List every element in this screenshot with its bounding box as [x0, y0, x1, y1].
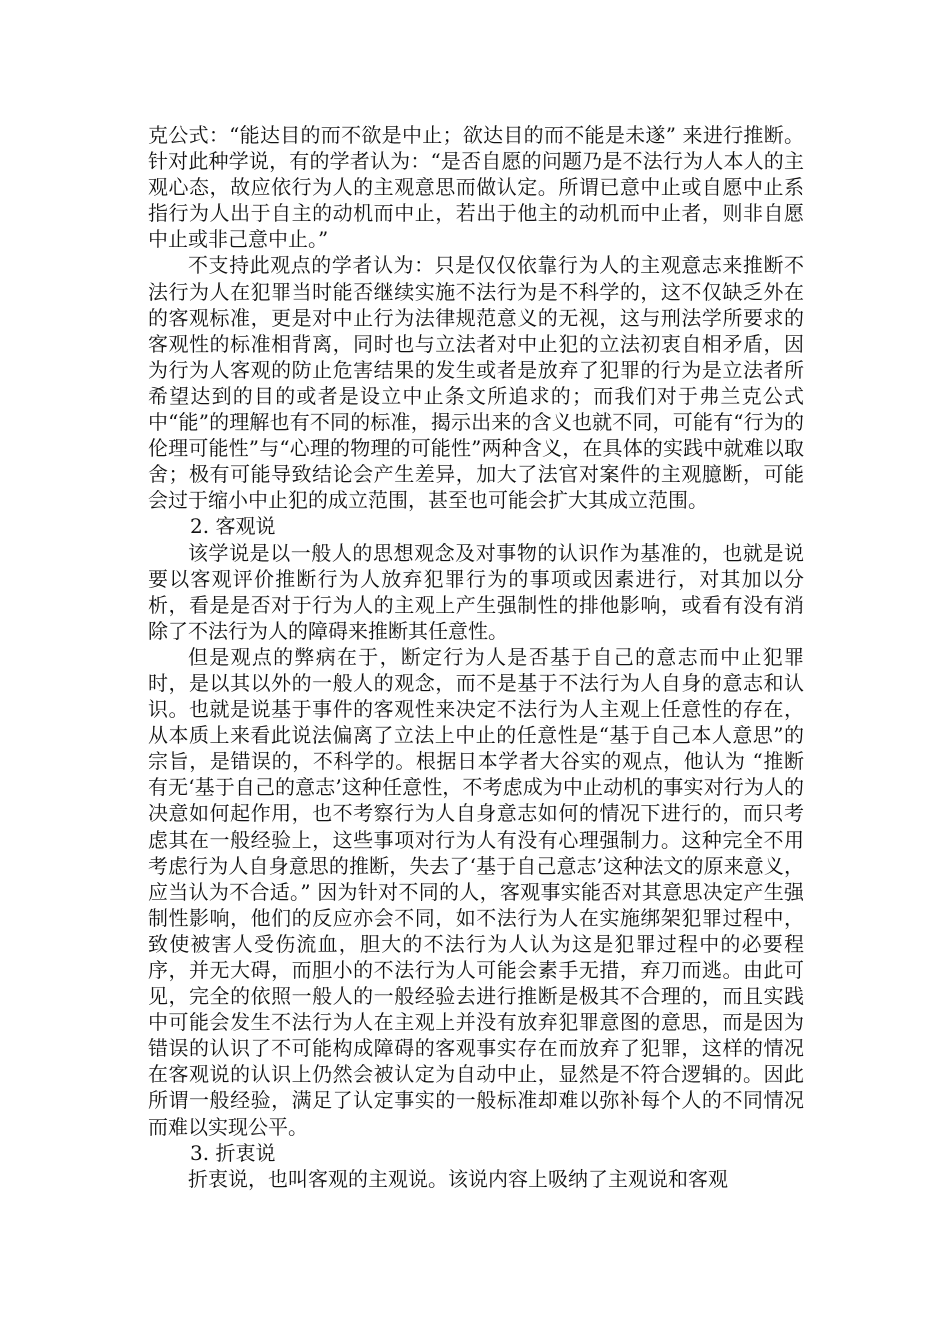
- section-heading-objective: 2. 客观说: [190, 514, 276, 539]
- objective-theory-paragraph: 该学说是以一般人的思想观念及对事物的认识作为基准的，也就是说要以客观评价推断行为人放弃犯罪行为的事项或因素进行，对其加以分析，看是是否对于行为人的主观上产生强制性的排他影响，或看有没有消除了不法行为人的障碍来推断其任意性。: [148, 540, 804, 643]
- eclectic-theory-paragraph: 折衷说，也叫客观的主观说。该说内容上吸纳了主观说和客观: [188, 1166, 728, 1191]
- objective-critique-paragraph: 但是观点的弊病在于，断定行为人是否基于自己的意志而中止犯罪时，是以其以外的一般人的观念，而不是基于不法行为人自身的意志和认识。也就是说基于事件的客观性来决定不法行为人主观上任意性的存在，从本质上来看此说法偏离了立法上中止的任意性是“基于自己本人意思”的宗旨，是错误的，不科学的。根据日本学者大谷实的观点，他认为 “推断有无‘基于自己的意志’这种任意性，不考虑成为中止动机的事实对行为人的决意如何起作用，也不考察行为人自身意志如何的情况下进行的，而只考虑其在一般经验上，这些事项对行为人有没有心理强制力。这种完全不用考虑行为人自身意思的推断，失去了‘基于自己意志’这种法文的原来意义，应当认为不合适。” 因为针对不同的人，客观事实能否对其意思决定产生强制性影响，他们的反应亦会不同，如不法行为人在实施绑架犯罪过程中，致使被害人受伤流血，胆大的不法行为人认为这是犯罪过程中的必要程序，并无大碍，而胆小的不法行为人可能会素手无措，弃刀而逃。由此可见，完全的依照一般人的一般经验去进行推断是极其不合理的，而且实践中可能会发生不法行为人在主观上并没有放弃犯罪意图的意思，而是因为错误的认识了不可能构成障碍的客观事实存在而放弃了犯罪，这样的情况在客观说的认识上仍然会被认定为自动中止，显然是不符合逻辑的。因此所谓一般经验，满足了认定事实的一般标准却难以弥补每个人的不同情况而难以实现公平。: [148, 644, 804, 1139]
- section-heading-eclectic: 3. 折衷说: [190, 1140, 276, 1165]
- continuation-paragraph: 克公式：“能达目的而不欲是中止；欲达目的而不能是未遂” 来进行推断。针对此种学说，有的学者认为：“是否自愿的问题乃是不法行为人本人的主观心态，故应依行为人的主观意思而做认定。所谓已意中止或自愿中止系指行为人出于自主的动机而中止，若出于他主的动机而中止者，则非自愿中止或非己意中止。”: [148, 123, 804, 252]
- subjective-critique-paragraph: 不支持此观点的学者认为：只是仅仅依靠行为人的主观意志来推断不法行为人在犯罪当时能否继续实施不法行为是不科学的，这不仅缺乏外在的客观标准，更是对中止行为法律规范意义的无视，这与刑法学所要求的客观性的标准相背离，同时也与立法者对中止犯的立法初衷自相矛盾，因为行为人客观的防止危害结果的发生或者是放弃了犯罪的行为是立法者所希望达到的目的或者是设立中止条文所追求的；而我们对于弗兰克公式中“能”的理解也有不同的标准，揭示出来的含义也就不同，可能有“行为的伦理可能性”与“心理的物理的可能性”两种含义，在具体的实践中就难以取舍；极有可能导致结论会产生差异，加大了法官对案件的主观臆断，可能会过于缩小中止犯的成立范围，甚至也可能会扩大其成立范围。: [148, 253, 804, 513]
- document-body: [148, 122, 804, 1192]
